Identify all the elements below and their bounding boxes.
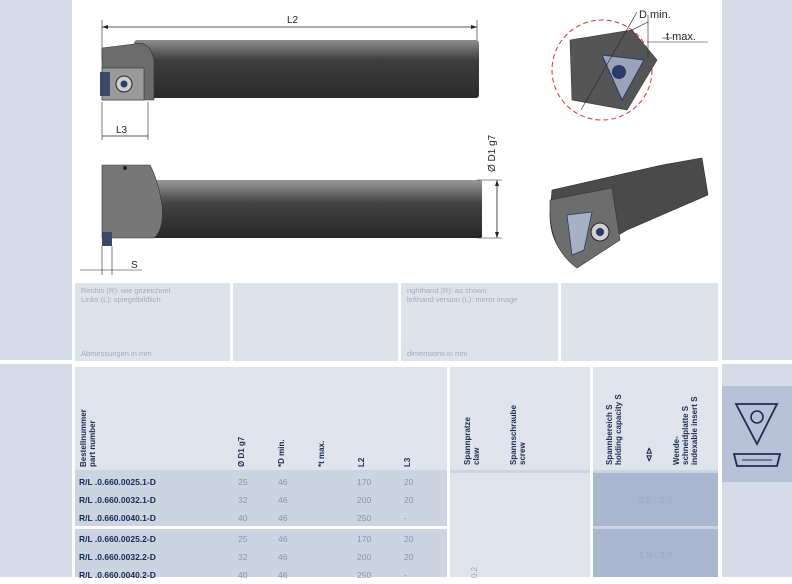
range-group-1: [593, 473, 718, 526]
part-number: R/L .0.660.0025.1-D: [79, 477, 156, 487]
table-row: [75, 566, 447, 584]
header-part-number: Bestellnummer part number: [79, 409, 97, 467]
note-en: [401, 283, 558, 361]
l2-value: 170: [357, 534, 372, 544]
header-indexable-insert: Wende- schneidplatte S indexable insert S: [672, 396, 699, 465]
header-d1: Ø D1 g7: [237, 436, 246, 467]
header-l2: L2: [357, 457, 366, 467]
part-number: R/L .0.660.0040.2-D: [79, 570, 156, 580]
note-de-dimensions: Abmessungen in mm: [81, 349, 152, 358]
range-group-2: [593, 529, 718, 577]
holding-range-2: 1.9 - 3.0: [638, 550, 673, 560]
note-en-left: lefthand version (L): mirror image: [407, 295, 518, 304]
note-blank-2: [561, 283, 718, 361]
table-row: [75, 530, 447, 548]
tool-top-view: [100, 15, 479, 140]
d1-value: 32: [238, 552, 248, 562]
left-margin-panel: [0, 0, 72, 360]
l2-value: 200: [357, 552, 372, 562]
l2-value: 200: [357, 495, 372, 505]
technical-drawing: [72, 0, 722, 282]
l2-value: 250: [357, 570, 372, 580]
right-margin-panel: [722, 0, 792, 360]
dmin-value: 46: [278, 477, 288, 487]
tool-drawing-svg: [72, 0, 722, 282]
dim-d1-label: Ø D1 g7: [487, 134, 498, 172]
note-de: [75, 283, 230, 361]
part-number: R/L .0.660.0025.2-D: [79, 534, 156, 544]
d1-value: 25: [238, 534, 248, 544]
note-blank-1: [233, 283, 398, 361]
claw-screw-cell: [450, 473, 590, 577]
dimension-table: [75, 367, 718, 580]
part-number: R/L .0.660.0032.1-D: [79, 495, 156, 505]
d1-value: 40: [238, 570, 248, 580]
dim-l2-label: L2: [287, 15, 299, 26]
triangular-insert-icon: [722, 386, 792, 482]
dmin-value: 46: [278, 552, 288, 562]
l3-value: -: [404, 570, 407, 580]
note-en-dimensions: dimensions in mm: [407, 349, 468, 358]
d1-value: 40: [238, 513, 248, 523]
dim-tmax-label: t max.: [666, 31, 696, 43]
l2-value: 250: [357, 513, 372, 523]
part-number: R/L .0.660.0040.1-D: [79, 513, 156, 523]
d1-value: 25: [238, 477, 248, 487]
dim-l3-label: L3: [116, 125, 128, 136]
l3-value: 20: [404, 552, 414, 562]
l3-value: 20: [404, 495, 414, 505]
left-margin-panel-lower: [0, 364, 72, 577]
insert-type-icon: [722, 386, 792, 482]
header-holding-capacity: Spannbereich S holding capacity S: [605, 394, 623, 465]
note-de-left: Links (L): spiegelbildlich: [81, 295, 161, 304]
table-row: [75, 473, 447, 491]
dim-s-label: S: [131, 260, 138, 271]
tool-3d-render: [550, 158, 708, 268]
dmin-value: 46: [278, 534, 288, 544]
l3-value: 20: [404, 477, 414, 487]
table-row: [75, 509, 447, 527]
header-claw: Spannpratze claw: [463, 416, 481, 465]
l3-value: -: [404, 513, 407, 523]
note-en-right: righthand (R): as shown: [407, 286, 487, 295]
claw-value: 0.2: [470, 566, 479, 578]
part-number: R/L .0.660.0032.2-D: [79, 552, 156, 562]
note-de-right: Rechts (R): wie gezeichnet: [81, 286, 171, 295]
header-screw: Spannschraube screw: [509, 404, 527, 465]
dmin-value: 46: [278, 570, 288, 580]
tool-side-view: [80, 134, 502, 275]
l2-value: 170: [357, 477, 372, 487]
table-row: [75, 548, 447, 566]
holding-range-1: 0.5 - 2.0: [638, 495, 673, 505]
holding-capacity-icon: ⊲⊳: [644, 446, 654, 462]
d1-value: 32: [238, 495, 248, 505]
table-row: [75, 491, 447, 509]
header-dmin: *D min.: [277, 439, 286, 467]
dmin-value: 46: [278, 513, 288, 523]
header-l3: L3: [403, 457, 412, 467]
l3-value: 20: [404, 534, 414, 544]
dmin-value: 46: [278, 495, 288, 505]
dim-dmin-label: D min.: [639, 9, 671, 21]
header-tmax: *t max.: [317, 440, 326, 467]
detail-view: [552, 9, 708, 120]
